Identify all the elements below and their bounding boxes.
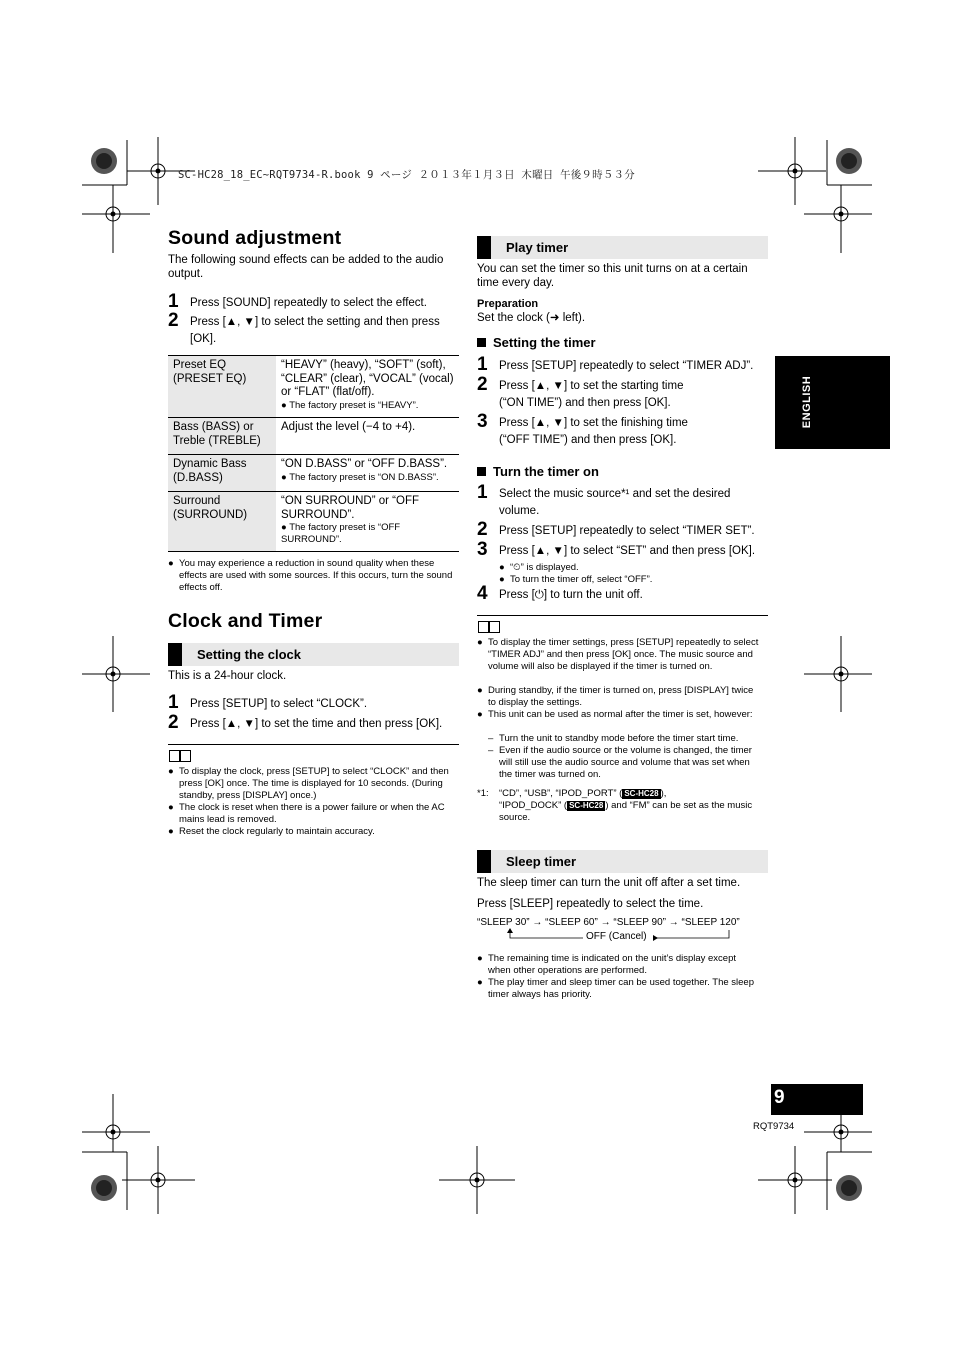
table-value: “ON SURROUND” or “OFF SURROUND”. ● The factory preset is “OFF SURROUND”.: [276, 492, 459, 552]
timer-dash-1: – Turn the unit to standby mode before the timer start time.: [488, 733, 739, 744]
step3-note-2: ● To turn the timer off, select “OFF”.: [499, 574, 653, 585]
book-icon: [169, 750, 191, 762]
sound-effects-table: [168, 355, 459, 552]
table-key: Surround (SURROUND): [168, 492, 276, 552]
sleep-note-1: ● The remaining time is indicated on the unit’s display except when other operations are performed.: [477, 953, 737, 976]
sleep-off-cancel: OFF (Cancel): [586, 931, 647, 942]
table-value: “ON D.BASS” or “OFF D.BASS”. ● The factory preset is “ON D.BASS”.: [276, 455, 459, 492]
setting-step-3: 3 Press [▲, ▼] to set the finishing time (“OFF TIME”) and then press [OK].: [477, 411, 688, 446]
turn-on-step-4: 4 Press [⏻] to turn the unit off.: [477, 583, 643, 604]
language-tab: ENGLISH: [775, 356, 890, 449]
square-bullet-icon: [477, 467, 486, 476]
play-timer-bar: Play timer: [477, 236, 768, 259]
timer-notes-rule: [477, 615, 768, 616]
clock-timer-title: Clock and Timer: [168, 610, 323, 632]
clock-note-3: ● Reset the clock regularly to maintain accuracy.: [168, 826, 375, 837]
table-row: [168, 492, 459, 552]
turn-on-step-3: 3 Press [▲, ▼] to select “SET” and then press [OK].: [477, 539, 756, 560]
table-note: ● The factory preset is “HEAVY”.: [281, 399, 419, 411]
table-note: ● The factory preset is “ON D.BASS”.: [281, 471, 439, 483]
table-value: Adjust the level (−4 to +4).: [281, 421, 416, 433]
table-value: “HEAVY” (heavy), “SOFT” (soft), “CLEAR” (clear), “VOCAL” (vocal) or “FLAT” (flat/off). ● The factory preset is “HEAVY”.: [281, 359, 454, 411]
model-badge: SC-HC28: [569, 801, 604, 810]
clock-note-2: ● The clock is reset when there is a power failure or when the AC mains lead is removed.: [168, 802, 445, 825]
preparation-text: Set the clock (➜ left).: [477, 312, 586, 324]
sound-adjustment-title: Sound adjustment: [168, 227, 342, 249]
setting-step-2: 2 Press [▲, ▼] to set the starting time (“ON TIME”) and then press [OK].: [477, 374, 684, 409]
turn-on-step-2: 2 Press [SETUP] repeatedly to select “TIMER SET”.: [477, 519, 755, 540]
timer-note-3: ● This unit can be used as normal after the timer is set, however:: [477, 709, 753, 720]
table-key: Bass (BASS) or Treble (TREBLE): [168, 418, 276, 455]
book-icon: [478, 621, 500, 633]
turn-on-step-1: 1 Select the music source*¹ and set the desired volume.: [477, 482, 731, 517]
turn-timer-on-heading: Turn the timer on: [477, 464, 599, 479]
play-timer-intro: You can set the timer so this unit turns on at a certain time every day.: [477, 263, 748, 289]
doc-code: RQT9734: [753, 1121, 795, 1132]
footnote-source: “CD”, “USB”, “IPOD_PORT” ( SC-HC28 ), “IPOD_DOCK” ( SC-HC28 ) and “FM” can be set as the music source.: [499, 788, 753, 823]
table-row: [168, 455, 459, 492]
clock-step-2: 2 Press [▲, ▼] to set the time and then press [OK].: [168, 712, 443, 733]
sleep-intro: The sleep timer can turn the unit off after a set time.: [477, 877, 741, 889]
sound-footnote: ● You may experience a reduction in sound quality when these effects are used with some sources. If this occurs, turn the sound effects off.: [168, 558, 453, 593]
sound-intro: The following sound effects can be added to the audio output.: [168, 254, 444, 280]
table-row: [168, 418, 459, 455]
table-key: Preset EQ (PRESET EQ): [168, 356, 276, 418]
table-key: Dynamic Bass (D.BASS): [168, 455, 276, 492]
setting-timer-heading: Setting the timer: [477, 335, 596, 350]
clock-intro: This is a 24-hour clock.: [168, 670, 287, 682]
step3-note-1: ● “⏲” is displayed.: [499, 562, 579, 573]
sound-step-1: 1 Press [SOUND] repeatedly to select the effect.: [168, 291, 427, 312]
sleep-cycle: “SLEEP 30” → “SLEEP 60” → “SLEEP 90” → “SLEEP 120”: [477, 917, 740, 928]
sleep-press: Press [SLEEP] repeatedly to select the time.: [477, 898, 704, 910]
file-header-line: SC-HC28_18_EC~RQT9734-R.book 9 ページ ２０１３年１月３日 木曜日 午後９時５３分: [178, 169, 635, 181]
timer-note-1: ● To display the timer settings, press [SETUP] repeatedly to select “TIMER ADJ” and then press [OK] once. The music source and volume will also be displayed if the timer is turned on.: [477, 637, 759, 672]
table-note: ● The factory preset is “OFF SURROUND”.: [281, 522, 401, 545]
clock-notes-rule: [168, 744, 459, 745]
sound-step-2: 2 Press [▲, ▼] to select the setting and then press [OK].: [168, 310, 440, 345]
table-row: [168, 356, 459, 418]
sleep-timer-bar: Sleep timer: [477, 850, 768, 873]
square-bullet-icon: [477, 338, 486, 347]
model-badge: SC-HC28: [624, 789, 659, 798]
preparation-label: Preparation: [477, 298, 539, 310]
setting-step-1: 1 Press [SETUP] repeatedly to select “TIMER ADJ”.: [477, 354, 754, 375]
timer-dash-2: – Even if the audio source or the volume is changed, the timer will still use the audio source and volume that was set when the timer was turned on.: [488, 745, 752, 780]
sleep-note-2: ● The play timer and sleep timer can be used together. The sleep timer always has priority.: [477, 977, 754, 1000]
page-number-box: 9: [771, 1084, 863, 1115]
clock-step-1: 1 Press [SETUP] to select “CLOCK”.: [168, 692, 368, 713]
timer-note-2: ● During standby, if the timer is turned on, press [DISPLAY] twice to display the settings.: [477, 685, 754, 708]
setting-clock-bar: Setting the clock: [168, 643, 459, 666]
clock-note-1: ● To display the clock, press [SETUP] to select “CLOCK” and then press [OK] once. The time is displayed for 10 seconds. (During standby, press [DISPLAY] once.): [168, 766, 449, 801]
footnote-label: *1:: [477, 788, 489, 799]
